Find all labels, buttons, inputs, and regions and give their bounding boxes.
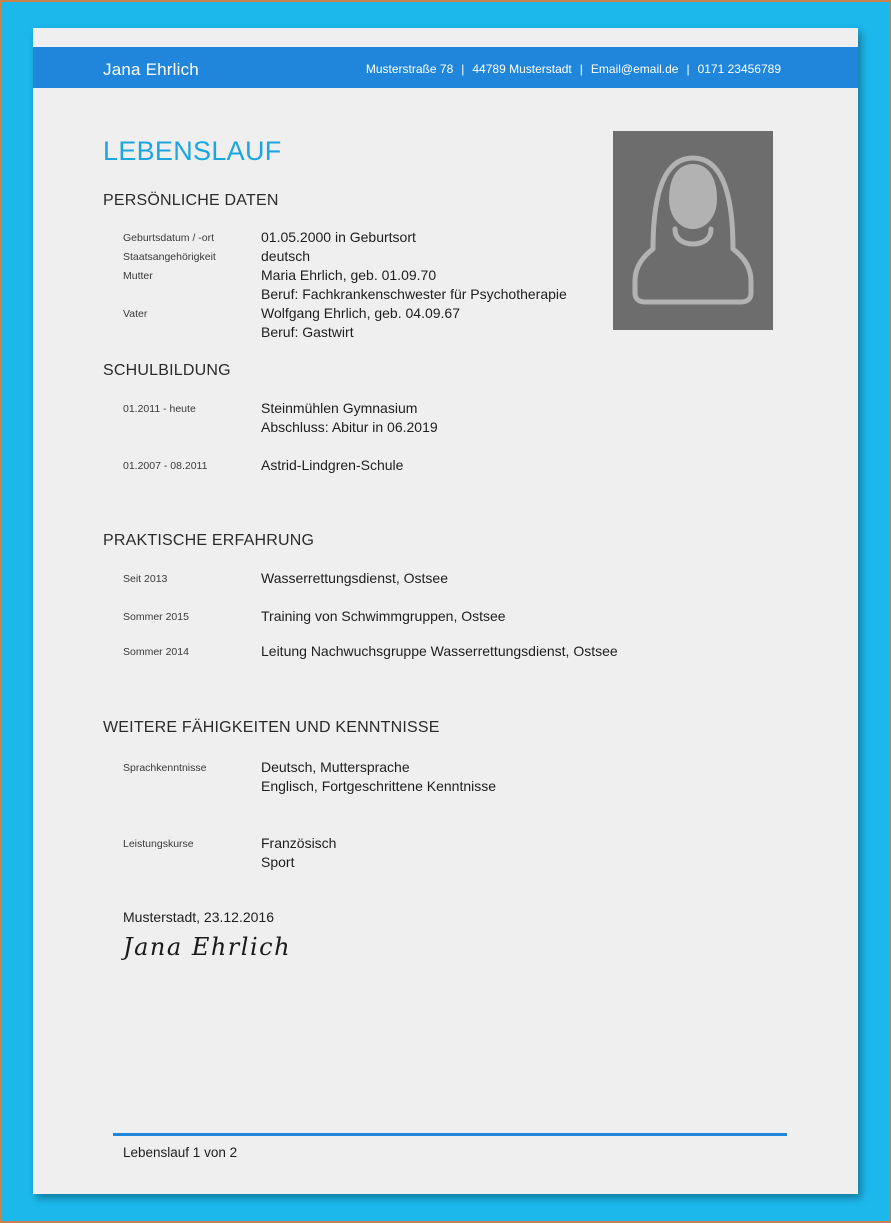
label-mother: Mutter	[123, 270, 153, 282]
course-item: Sport	[261, 854, 295, 870]
label-courses: Leistungskurse	[123, 838, 194, 850]
experience-period: Sommer 2015	[123, 611, 189, 623]
label-father: Vater	[123, 308, 148, 320]
profile-photo	[613, 131, 773, 330]
signature-drawing	[121, 927, 291, 967]
experience-text: Wasserrettungsdienst, Ostsee	[261, 570, 449, 586]
signature	[121, 927, 291, 972]
contact-phone: 0171 23456789	[697, 62, 781, 76]
course-item: Französisch	[261, 835, 337, 851]
section-title-personal: PERSÖNLICHE DATEN	[103, 192, 279, 209]
school-degree: Abschluss: Abitur in 06.2019	[261, 419, 438, 435]
contact-email[interactable]: Email@email.de	[590, 62, 679, 76]
school-period: 01.2011 - heute	[123, 403, 196, 415]
contact-separator: |	[579, 62, 583, 76]
contact-city: 44789 Musterstadt	[472, 62, 572, 76]
experience-period: Sommer 2014	[123, 646, 189, 658]
contact-separator: |	[686, 62, 690, 76]
school-name: Astrid-Lindgren-Schule	[261, 457, 404, 473]
value-mother: Maria Ehrlich, geb. 01.09.70	[261, 267, 437, 283]
section-title-school: SCHULBILDUNG	[103, 362, 231, 379]
school-name: Steinmühlen Gymnasium	[261, 400, 418, 416]
contact-separator: |	[461, 62, 465, 76]
value-birth: 01.05.2000 in Geburtsort	[261, 229, 416, 245]
svg-text:Jana Ehrlich: Jana Ehrlich	[123, 933, 291, 961]
section-title-experience: PRAKTISCHE ERFAHRUNG	[103, 532, 315, 549]
language-item: Englisch, Fortgeschrittene Kenntnisse	[261, 778, 497, 794]
person-silhouette-icon	[613, 131, 773, 330]
label-nationality: Staatsangehörigkeit	[123, 251, 216, 263]
footer-divider	[113, 1133, 787, 1136]
label-birth: Geburtsdatum / -ort	[123, 232, 215, 244]
school-period: 01.2007 - 08.2011	[123, 460, 208, 472]
cv-page	[33, 28, 858, 1194]
language-item: Deutsch, Muttersprache	[261, 759, 410, 775]
header-bar	[33, 47, 858, 88]
header-name: Jana Ehrlich	[103, 60, 199, 79]
value-nationality: deutsch	[261, 248, 311, 264]
contact-address: Musterstraße 78	[365, 62, 454, 76]
value-father-job: Beruf: Gastwirt	[261, 324, 354, 340]
value-mother-job: Beruf: Fachkrankenschwester für Psychotherapie	[261, 286, 567, 302]
experience-text: Training von Schwimmgruppen, Ostsee	[261, 608, 506, 624]
experience-text: Leitung Nachwuchsgruppe Wasserrettungsdienst, Ostsee	[261, 643, 618, 659]
footer-page-number: Lebenslauf 1 von 2	[123, 1145, 238, 1160]
experience-period: Seit 2013	[123, 573, 168, 585]
value-father: Wolfgang Ehrlich, geb. 04.09.67	[261, 305, 460, 321]
section-title-skills: WEITERE FÄHIGKEITEN UND KENNTNISSE	[103, 719, 440, 736]
document-title: LEBENSLAUF	[103, 136, 282, 166]
header-contact	[366, 62, 781, 76]
place-date: Musterstadt, 23.12.2016	[123, 909, 274, 925]
label-languages: Sprachkenntnisse	[123, 762, 207, 774]
